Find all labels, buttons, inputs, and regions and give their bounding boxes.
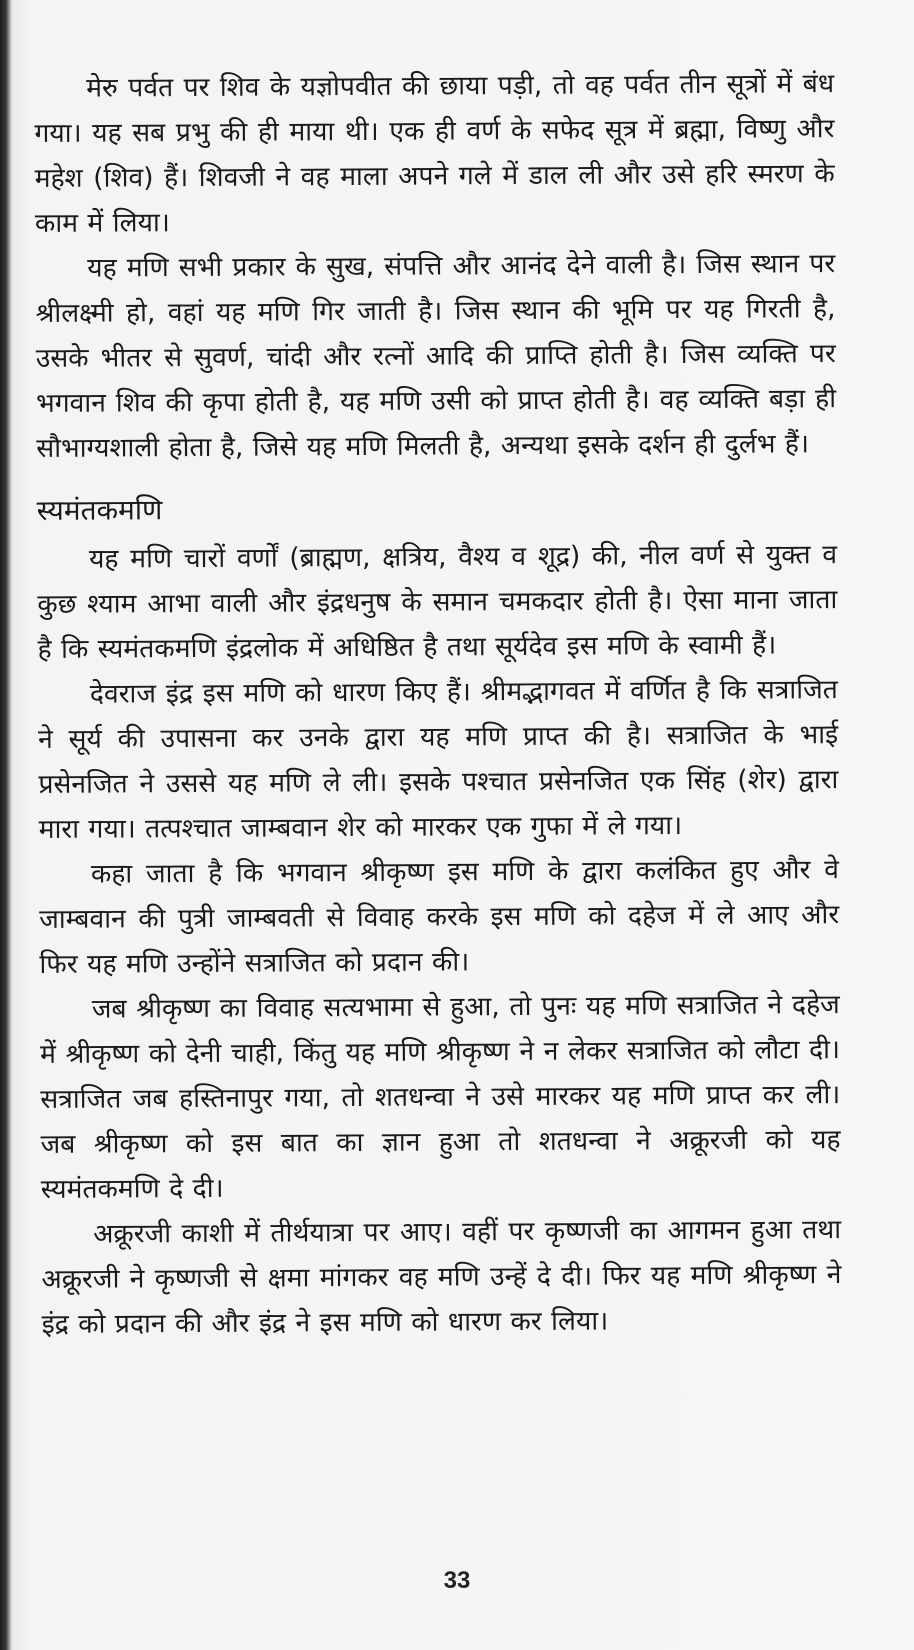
paragraph-satyabhama: जब श्रीकृष्ण का विवाह सत्यभामा से हुआ, तो पुनः यह मणि सत्राजित ने दहेज में श्रीकृष्ण को देनी चाही, किंतु यह मणि श्रीकृष्ण ने न लेकर सत्राजित को लौटा दी। सत्राजित जब हस्तिनापुर गया, तो शतधन्वा ने उसे मारकर यह मणि प्राप्त कर ली। जब श्रीकृष्ण को इस बात का ज्ञान हुआ तो शतधन्वा ने अक्रूरजी को यह स्यमंतकमणि दे दी। <box>39 989 841 1205</box>
page-number: 33 <box>443 1567 471 1594</box>
page-body <box>34 61 842 1347</box>
section-title: स्यमंतकमणि <box>36 493 163 527</box>
paragraph-syamantaka-description: यह मणि चारों वर्णों (ब्राह्मण, क्षत्रिय, वैश्य व शूद्र) की, नील वर्ण से युक्त व कुछ श्याम आभा वाली और इंद्रधनुष के समान चमकदार होती है। ऐसा माना जाता है कि स्यमंतकमणि इंद्रलोक में अधिष्ठित है तथा सूर्यदेव इस मणि के स्वामी हैं। <box>37 539 838 665</box>
paragraph-shiva-yajnopavita: मेरु पर्वत पर शिव के यज्ञोपवीत की छाया पड़ी, तो वह पर्वत तीन सूत्रों में बंध गया। यह सब प्रभु की ही माया थी। एक ही वर्ण के सफेद सूत्र में ब्रह्मा, विष्णु और महेश (शिव) हैं। शिवजी ने वह माला अपने गले में डाल ली और उसे हरि स्मरण के काम में लिया। <box>34 68 835 239</box>
paragraph-mani-benefits: यह मणि सभी प्रकार के सुख, संपत्ति और आनंद देने वाली है। जिस स्थान पर श्रीलक्ष्मी हो, वहां यह मणि गिर जाती है। जिस स्थान की भूमि पर यह गिरती है, उसके भीतर से सुवर्ण, चांदी और रत्नों आदि की प्राप्ति होती है। जिस व्यक्ति पर भगवान शिव की कृपा होती है, यह मणि उसी को प्राप्त होती है। वह व्यक्ति बड़ा ही सौभाग्यशाली होता है, जिसे यह मणि मिलती है, अन्यथा इसके दर्शन ही दुर्लभ हैं। <box>35 248 837 464</box>
paragraph-indra-satrajit: देवराज इंद्र इस मणि को धारण किए हैं। श्रीमद्भागवत में वर्णित है कि सत्राजित ने सूर्य की उपासना कर उनके द्वारा यह मणि प्राप्त की है। सत्राजित के भाई प्रसेनजित ने उससे यह मणि ले ली। इसके पश्चात प्रसेनजित एक सिंह (शेर) द्वारा मारा गया। तत्पश्चात जाम्बवान शेर को मारकर एक गुफा में ले गया। <box>38 674 839 845</box>
paragraph-krishna-kalank: कहा जाता है कि भगवान श्रीकृष्ण इस मणि के द्वारा कलंकित हुए और वे जाम्बवान की पुत्री जाम्बवती से विवाह करके इस मणि को दहेज में ले आए और फिर यह मणि उन्होंने सत्राजित को प्रदान की। <box>39 854 840 980</box>
paragraph-akrura: अक्रूरजी काशी में तीर्थयात्रा पर आए। वहीं पर कृष्णजी का आगमन हुआ तथा अक्रूरजी ने कृष्णजी से क्षमा मांगकर वह मणि उन्हें दे दी। फिर यह मणि श्रीकृष्ण ने इंद्र को प्रदान की और इंद्र ने इस मणि को धारण कर लिया। <box>41 1214 842 1340</box>
